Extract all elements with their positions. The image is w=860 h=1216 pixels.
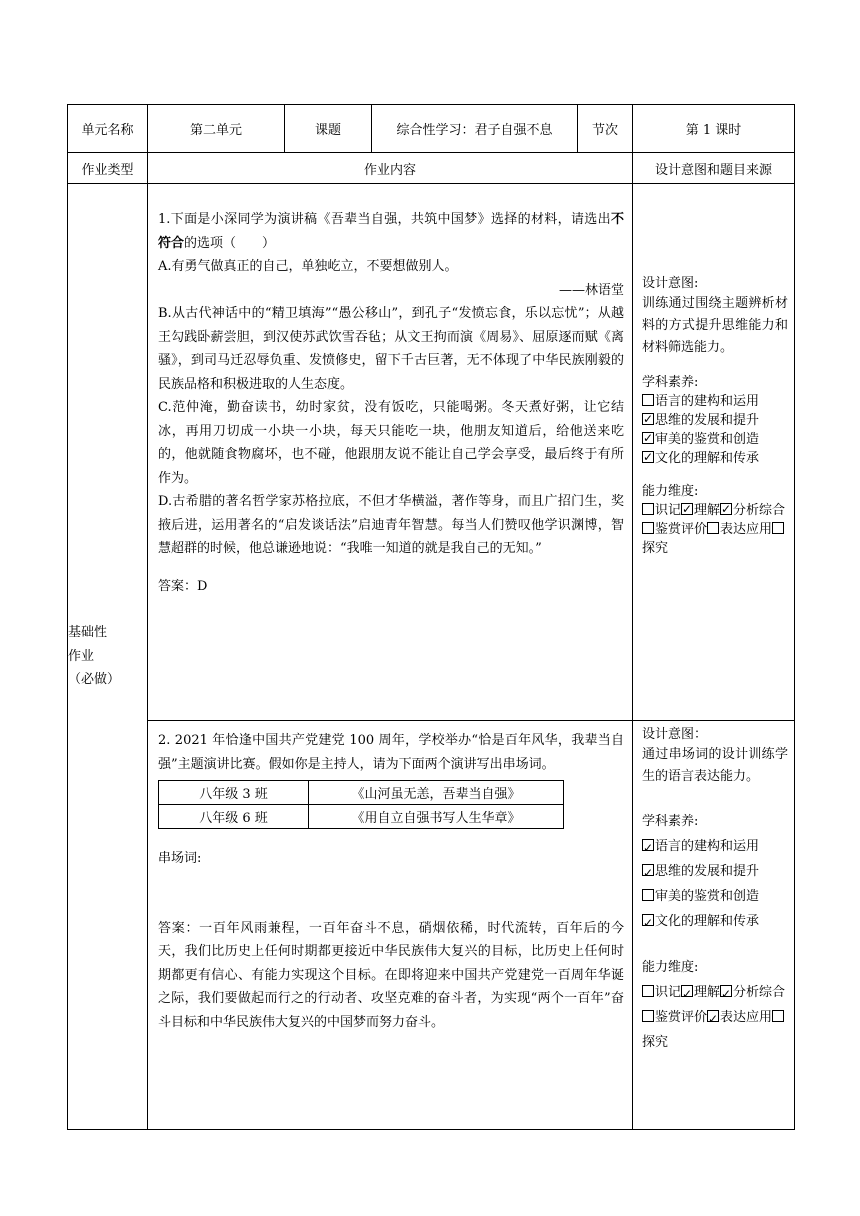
q2-intent-label: 设计意图：	[642, 727, 708, 742]
checked-checkbox-icon	[720, 503, 732, 515]
checked-checkbox-icon	[642, 413, 654, 425]
speech-title-cell: 《山河虽无恙，吾辈当自强》	[309, 781, 564, 805]
period-value-cell	[633, 105, 795, 153]
ability-text: 识记	[655, 985, 682, 1000]
q1-answer: 答案：D	[158, 578, 208, 594]
q1-literacy-text: 文化的理解和传承	[655, 451, 760, 466]
unit-value-cell	[148, 105, 285, 153]
homework-table	[67, 104, 795, 1130]
checkbox-icon	[642, 503, 654, 515]
q1-ability-label: 能力维度:	[642, 484, 699, 499]
q1-literacy-label: 学科素养:	[642, 375, 699, 390]
q2-literacy-text: 语言的建构和运用	[655, 839, 760, 854]
q2-answer: 答案：一百年风雨兼程，一百年奋斗不息，硝烟依稀，时代流转，百年后的今天，我们比历史上任何时期都更接近中华民族伟大复兴的目标，比历史上任何时期都更有信心、有能力实现这个目标。在即将迎来中国共产党建党一百周年华诞之际，我们要做起而行之的行动者、攻坚克难的奋斗者，为实现“两个一百年”奋斗目标和中华民族伟大复兴的中国梦而努力奋斗。	[158, 920, 624, 1030]
table-row	[159, 781, 564, 805]
checkbox-icon	[642, 394, 654, 406]
ability-text: 分析综合	[733, 985, 786, 1000]
q2-ability-label: 能力维度:	[642, 960, 699, 975]
checkbox-icon	[772, 522, 784, 534]
q1-stem-bold: 不符合	[158, 212, 624, 251]
checked-checkbox-icon	[720, 985, 732, 997]
col-design-text: 设计意图和题目来源	[654, 162, 772, 178]
category-line2: 作业	[68, 648, 95, 664]
q1-literacy-text: 思维的发展和提升	[655, 413, 760, 428]
ability-text: 表达应用	[720, 1010, 773, 1025]
q1-option-b: B.从古代神话中的“精卫填海”“愚公移山”，到孔子“发愤忘食，乐以忘忧”；从越王勾践卧薪尝胆，到汉使苏武饮雪吞毡；从文王拘而演《周易》、屈原逐而赋《离骚》，到司马迁忍辱负重、发愤修史，留下千古巨著，无不体现了中华民族刚毅的民族品格和积极进取的人生态度。	[158, 306, 624, 392]
checkbox-icon	[772, 1010, 784, 1022]
q1-option-a-source: ——林语堂	[558, 282, 624, 298]
speech-class-cell: 八年级 6 班	[159, 805, 309, 829]
q2-ability-row	[642, 1005, 788, 1055]
topic-value-cell	[372, 105, 578, 153]
ability-text: 鉴赏评价	[655, 522, 708, 537]
q1-option-d: D.古希腊的著名哲学家苏格拉底，不但才华横溢，著作等身，而且广招门生，奖掖后进，运用著名的“启发谈话法”启迪青年智慧。每当人们赞叹他学识渊博，智慧超群的时候，他总谦逊地说：“我唯一知道的就是我自己的无知。”	[158, 494, 624, 556]
q1-stem-a: 1.下面是小深同学为演讲稿《吾辈当自强，共筑中国梦》选择的材料，请选出	[158, 212, 611, 227]
q1-intent-label: 设计意图:	[642, 276, 699, 291]
checked-checkbox-icon	[642, 864, 654, 876]
q1-literacy-text: 审美的鉴赏和创造	[655, 432, 760, 447]
ability-text: 探究	[642, 541, 669, 556]
q2-literacy-item	[642, 909, 788, 934]
ability-text: 探究	[642, 1035, 669, 1050]
topic-label: 课题	[314, 123, 341, 138]
table-row	[159, 805, 564, 829]
col-type-header	[68, 153, 148, 184]
question-2-cell	[148, 721, 633, 1130]
q1-option-c: C.范仲淹，勤奋读书，幼时家贫，没有饭吃，只能喝粥。冬天煮好粥，让它结冰，再用刀切成一小块一小块，每天只能吃一块，他朋友知道后，给他送来吃的，他就随食物腐坏，也不碰，他跟朋友说不能让自己学会享受，最后终于有所作为。	[158, 400, 624, 486]
checkbox-icon	[642, 522, 654, 534]
speech-class-cell: 八年级 3 班	[159, 781, 309, 805]
ability-text: 理解	[694, 503, 721, 518]
unit-label: 单元名称	[81, 123, 134, 138]
col-type-text: 作业类型	[81, 162, 134, 178]
q1-intent-text: 训练通过围绕主题辨析材料的方式提升思维能力和材料筛选能力。	[642, 296, 788, 355]
col-content-header	[148, 153, 633, 184]
checked-checkbox-icon	[642, 432, 654, 444]
q1-literacy-item	[642, 449, 788, 468]
ability-text: 识记	[655, 503, 682, 518]
checked-checkbox-icon	[681, 503, 693, 515]
unit-value: 第二单元	[189, 123, 242, 138]
col-content-text: 作业内容	[363, 162, 416, 178]
transition-label: 串场词:	[158, 851, 202, 866]
q2-intent-text: 通过串场词的设计训练学生的语言表达能力。	[642, 747, 788, 784]
q1-stem-b: 的选项（ ）	[184, 235, 276, 251]
q2-literacy-item	[642, 859, 788, 884]
q1-literacy-item	[642, 430, 788, 449]
period-value: 第 1 课时	[685, 123, 742, 138]
checked-checkbox-icon	[642, 914, 654, 926]
q1-ability-row	[642, 501, 788, 520]
speech-table	[158, 780, 564, 829]
checkbox-icon	[642, 985, 654, 997]
q2-literacy-text: 审美的鉴赏和创造	[655, 889, 760, 904]
period-label-cell	[578, 105, 633, 153]
topic-value: 综合性学习：君子自强不息	[396, 123, 553, 138]
checked-checkbox-icon	[642, 839, 654, 851]
category-cell	[68, 184, 148, 1130]
q1-ability-row	[642, 520, 788, 558]
period-label: 节次	[591, 123, 618, 138]
unit-label-cell	[68, 105, 148, 153]
q2-design-cell	[633, 721, 795, 1130]
question-1-stem	[158, 208, 624, 255]
ability-text: 表达应用	[720, 522, 773, 537]
q2-ability-row	[642, 980, 788, 1005]
ability-text: 分析综合	[733, 503, 786, 518]
q2-literacy-text: 思维的发展和提升	[655, 864, 760, 879]
checked-checkbox-icon	[642, 451, 654, 463]
topic-label-cell	[285, 105, 372, 153]
category-line1: 基础性	[68, 625, 108, 641]
q1-literacy-item	[642, 411, 788, 430]
q1-literacy-item	[642, 392, 788, 411]
checkbox-icon	[642, 889, 654, 901]
question-2-stem: 2. 2021 年恰逢中国共产党建党 100 周年，学校举办“恰是百年风华，我辈当自强”主题演讲比赛。假如你是主持人，请为下面两个演讲写出串场词。	[158, 733, 624, 772]
q2-literacy-item	[642, 884, 788, 909]
ability-text: 鉴赏评价	[655, 1010, 708, 1025]
question-1-cell	[148, 184, 633, 721]
q2-literacy-label: 学科素养:	[642, 814, 699, 829]
checked-checkbox-icon	[681, 985, 693, 997]
q2-literacy-item	[642, 834, 788, 859]
col-design-header	[633, 153, 795, 184]
q1-option-a: A.有勇气做真正的自己，单独屹立，不要想做别人。	[158, 259, 458, 274]
checkbox-icon	[707, 522, 719, 534]
q2-literacy-text: 文化的理解和传承	[655, 914, 760, 929]
category-line3: （必做）	[68, 672, 121, 688]
q1-literacy-text: 语言的建构和运用	[655, 394, 760, 409]
checked-checkbox-icon	[707, 1010, 719, 1022]
checkbox-icon	[642, 1010, 654, 1022]
ability-text: 理解	[694, 985, 721, 1000]
speech-title-cell: 《用自立自强书写人生华章》	[309, 805, 564, 829]
q1-design-cell	[633, 184, 795, 721]
